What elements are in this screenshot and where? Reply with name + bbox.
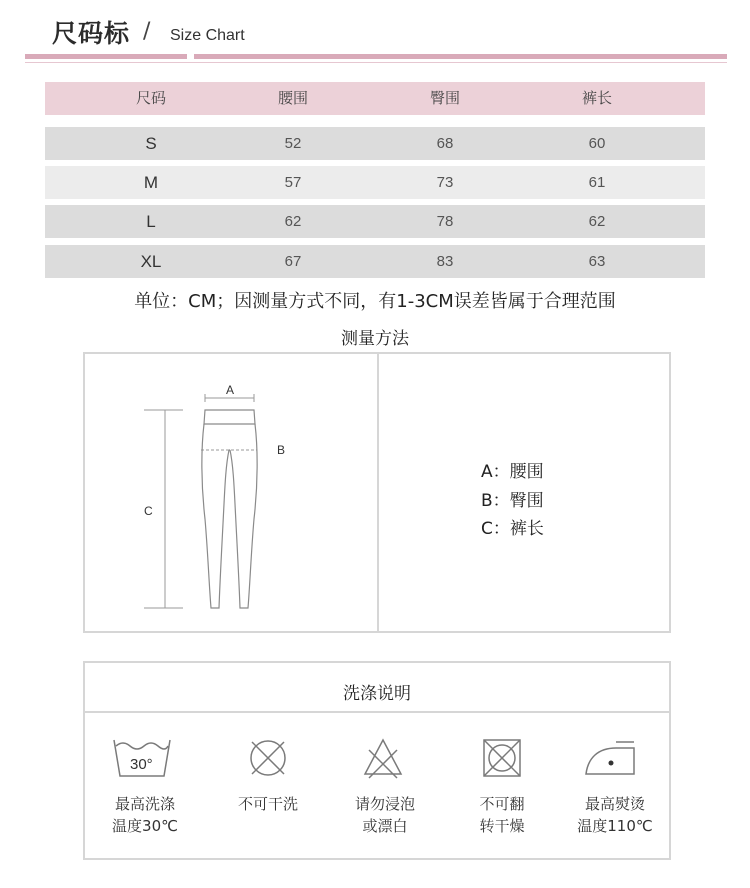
care-label-bleach: 请勿浸泡 或漂白 bbox=[354, 795, 415, 835]
wash-temp-text: 30° bbox=[130, 756, 153, 773]
hip-cell: 78 bbox=[436, 213, 454, 230]
length-cell: 62 bbox=[588, 213, 606, 230]
legend-a: A：腰围 bbox=[481, 462, 544, 482]
header-length: 裤长 bbox=[581, 89, 612, 107]
length-cell: 61 bbox=[588, 174, 606, 191]
no-dry-clean-icon bbox=[246, 736, 290, 780]
size-cell: S bbox=[145, 134, 157, 153]
table-row bbox=[45, 205, 705, 238]
measure-section-title: 测量方法 bbox=[341, 329, 409, 349]
page-title: 尺码标 bbox=[52, 19, 131, 48]
diagram-label-c: C bbox=[144, 504, 153, 518]
header-hip: 臀围 bbox=[429, 89, 460, 107]
header-rule-right bbox=[194, 54, 727, 59]
title-separator: / bbox=[143, 19, 151, 44]
table-row bbox=[45, 245, 705, 278]
diagram-label-b: B bbox=[277, 443, 286, 457]
waist-cell: 57 bbox=[284, 174, 302, 191]
table-header-row bbox=[45, 82, 705, 115]
care-label-iron: 最高熨烫 温度110℃ bbox=[577, 795, 653, 835]
leggings-outline bbox=[202, 410, 257, 608]
length-cell: 63 bbox=[588, 253, 606, 270]
length-cell: 60 bbox=[588, 135, 606, 152]
waist-cell: 67 bbox=[284, 253, 302, 270]
care-label-tumble: 不可翻 转干燥 bbox=[479, 795, 525, 835]
size-cell: L bbox=[146, 212, 156, 231]
legend-b: B：臀围 bbox=[481, 491, 544, 511]
hip-cell: 73 bbox=[436, 174, 454, 191]
care-label-wash: 最高洗涤 温度30℃ bbox=[112, 795, 178, 835]
size-cell: XL bbox=[140, 252, 162, 271]
header-rule-thin bbox=[25, 62, 727, 63]
table-row bbox=[45, 166, 705, 199]
wash-30-icon bbox=[110, 736, 174, 780]
hip-cell: 83 bbox=[436, 253, 454, 270]
page-subtitle: Size Chart bbox=[170, 27, 245, 44]
no-bleach-icon bbox=[361, 736, 405, 780]
care-label-dry-clean: 不可干洗 bbox=[237, 795, 298, 813]
care-section-title: 洗涤说明 bbox=[343, 684, 411, 704]
measure-box-divider bbox=[377, 352, 379, 633]
leggings-diagram bbox=[85, 354, 375, 631]
hip-cell: 68 bbox=[436, 135, 454, 152]
waist-cell: 62 bbox=[284, 213, 302, 230]
iron-110-icon bbox=[584, 736, 638, 780]
table-row bbox=[45, 127, 705, 160]
size-cell: M bbox=[143, 173, 159, 192]
unit-note: 单位：CM；因测量方式不同，有1-3CM误差皆属于合理范围 bbox=[134, 291, 616, 312]
care-box-divider bbox=[85, 711, 669, 713]
no-tumble-dry-icon bbox=[480, 736, 524, 780]
header-waist: 腰围 bbox=[277, 89, 308, 107]
diagram-label-a: A bbox=[226, 383, 235, 397]
legend-c: C：裤长 bbox=[481, 519, 544, 539]
waist-cell: 52 bbox=[284, 135, 302, 152]
header-size: 尺码 bbox=[135, 89, 166, 107]
header-rule-left bbox=[25, 54, 187, 59]
